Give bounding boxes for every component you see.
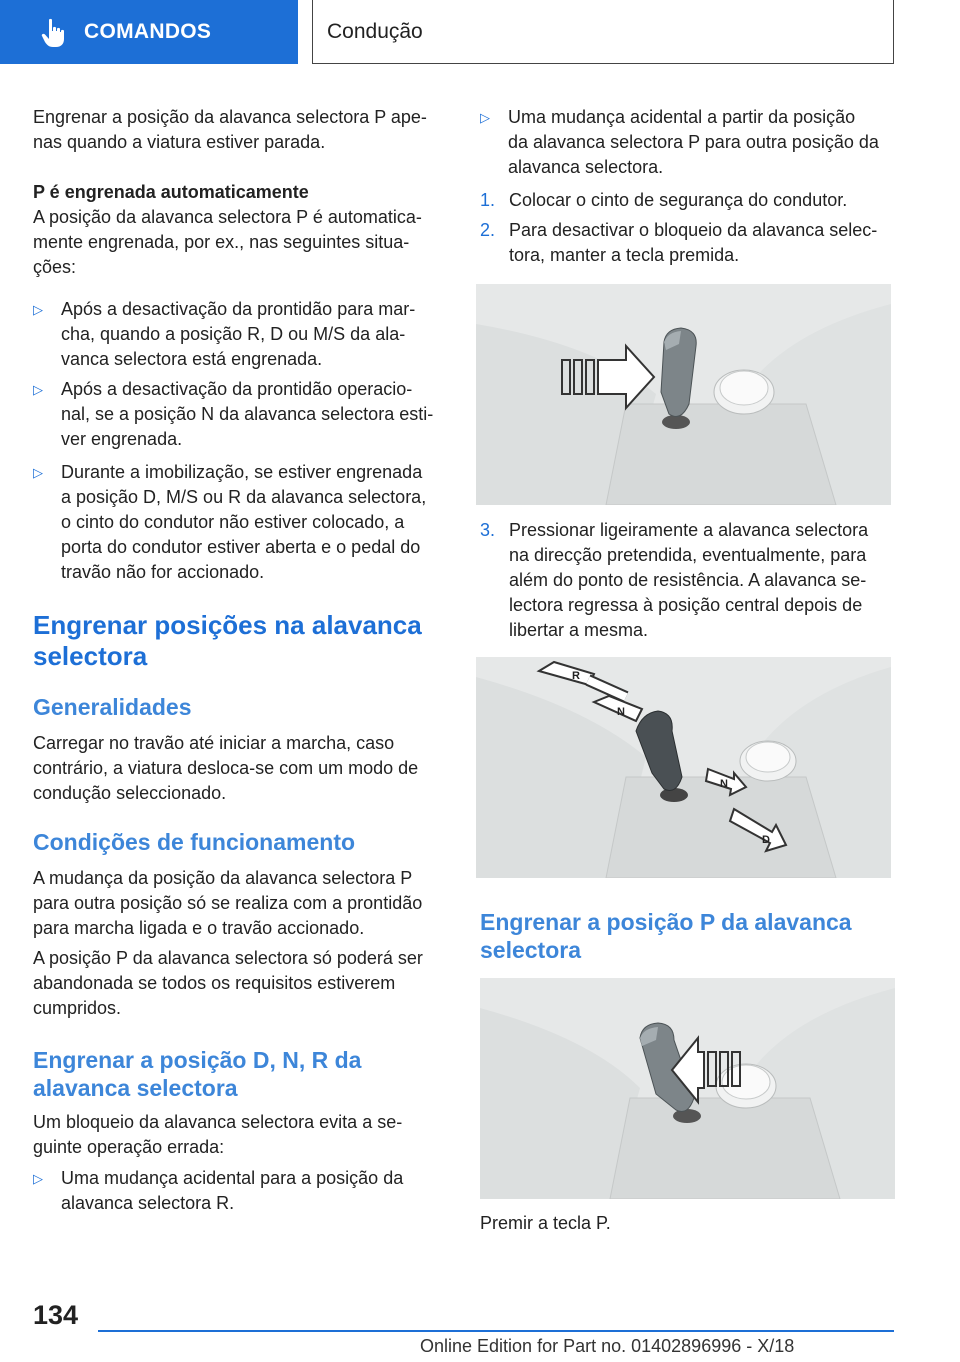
bullet-marker-icon: ▷ [33, 302, 43, 317]
intro-paragraph: Engrenar a posição da alavanca selectora P ape- nas quando a viatura estiver parada. [33, 107, 427, 152]
list-item: ▷ Uma mudança acidental para a posição da alavanca selectora R. [33, 1168, 404, 1213]
section-heading-engrenar-posicoes: Engrenar posições na alavanca selectora [33, 610, 422, 671]
bullet-marker-icon: ▷ [33, 1171, 43, 1186]
footer-edition: Online Edition for Part no. 01402896996 - X/18 [420, 1336, 795, 1356]
figure-caption: Premir a tecla P. [480, 1213, 611, 1233]
list-item: ▷ Uma mudança acidental a partir da posição da alavanca selectora P para outra posição da alavanca selectora. [480, 107, 879, 177]
generalidades-paragraph: Carregar no travão até iniciar a marcha, caso contrário, a viatura desloca-se com um modo de condução seleccionado. [33, 733, 419, 803]
section-tab-comandos[interactable] [0, 0, 298, 64]
chapter-tab-conducao[interactable] [312, 0, 894, 64]
step-item: 3. Pressionar ligeiramente a alavanca selectora na direcção pretendida, eventualmente, para além do ponto de resistência. A alavanca se- lectora regressa à posição central depois de libertar a mesma. [480, 520, 869, 640]
bullet-marker-icon: ▷ [480, 110, 490, 125]
auto-p-subheading: P é engrenada automaticamente [33, 182, 309, 202]
auto-p-paragraph: A posição da alavanca selectora P é automatica- mente engrenada, por ex., nas seguintes situa- ções: [33, 207, 422, 277]
step-number: 2. [480, 220, 496, 240]
section-tab-label: COMANDOS [84, 20, 212, 43]
page-number: 134 [33, 1300, 79, 1330]
subheading-engrenar-p: Engrenar a posição P da alavanca selectora [480, 909, 852, 963]
step-item: 1. Colocar o cinto de segurança do condutor. [480, 188, 892, 213]
dnr-paragraph: Um bloqueio da alavanca selectora evita a se- guinte operação errada: [33, 1112, 403, 1157]
press-p-button-illustration [480, 978, 895, 1199]
list-item: ▷ Após a desactivação da prontidão para mar- cha, quando a posição R, D ou M/S da ala- vanca selectora está engrenada. [33, 299, 416, 369]
bullet-marker-icon: ▷ [33, 465, 43, 480]
list-item: ▷ Após a desactivação da prontidão operacio- nal, se a posição N da alavanca selectora esti- ver engrenada. [33, 379, 434, 449]
figure-selector-lever-unlock [476, 284, 891, 505]
condicoes-paragraph-1: A mudança da posição da alavanca selectora P para outra posição só se realiza com a prontidão para marcha ligada e o travão accionado. [33, 868, 423, 938]
subheading-engrenar-dnr: Engrenar a posição D, N, R da alavanca selectora [33, 1047, 362, 1101]
bullet-marker-icon: ▷ [33, 382, 43, 397]
selector-lever-illustration [476, 284, 891, 505]
chapter-tab-label: Condução [327, 20, 423, 43]
footer-divider [98, 1330, 894, 1332]
direction-label-n-up: N [617, 706, 625, 718]
condicoes-paragraph-2: A posição P da alavanca selectora só poderá ser abandonada se todos os requisitos estiverem cumpridos. [33, 948, 423, 1018]
direction-label-d: D [762, 834, 770, 846]
subheading-condicoes: Condições de funcionamento [33, 829, 356, 855]
list-item: ▷ Durante a imobilização, se estiver engrenada a posição D, M/S ou R da alavanca selectora, o cinto do condutor não estiver colocado, a porta do condutor estiver aberta e o pedal do travão não for accionado. [33, 462, 427, 582]
figure-press-p-button [480, 978, 895, 1199]
subheading-generalidades: Generalidades [33, 694, 192, 720]
direction-label-n-down: N [720, 778, 728, 790]
figure-selector-lever-directions [476, 657, 891, 878]
selector-lever-directions-illustration [476, 657, 891, 878]
direction-label-r: R [572, 670, 580, 682]
step-number: 1. [480, 190, 496, 210]
step-number: 3. [480, 520, 496, 540]
step-item: 2. Para desactivar o bloqueio da alavanca selec- tora, manter a tecla premida. [480, 220, 878, 265]
hand-pointer-icon [40, 18, 68, 48]
